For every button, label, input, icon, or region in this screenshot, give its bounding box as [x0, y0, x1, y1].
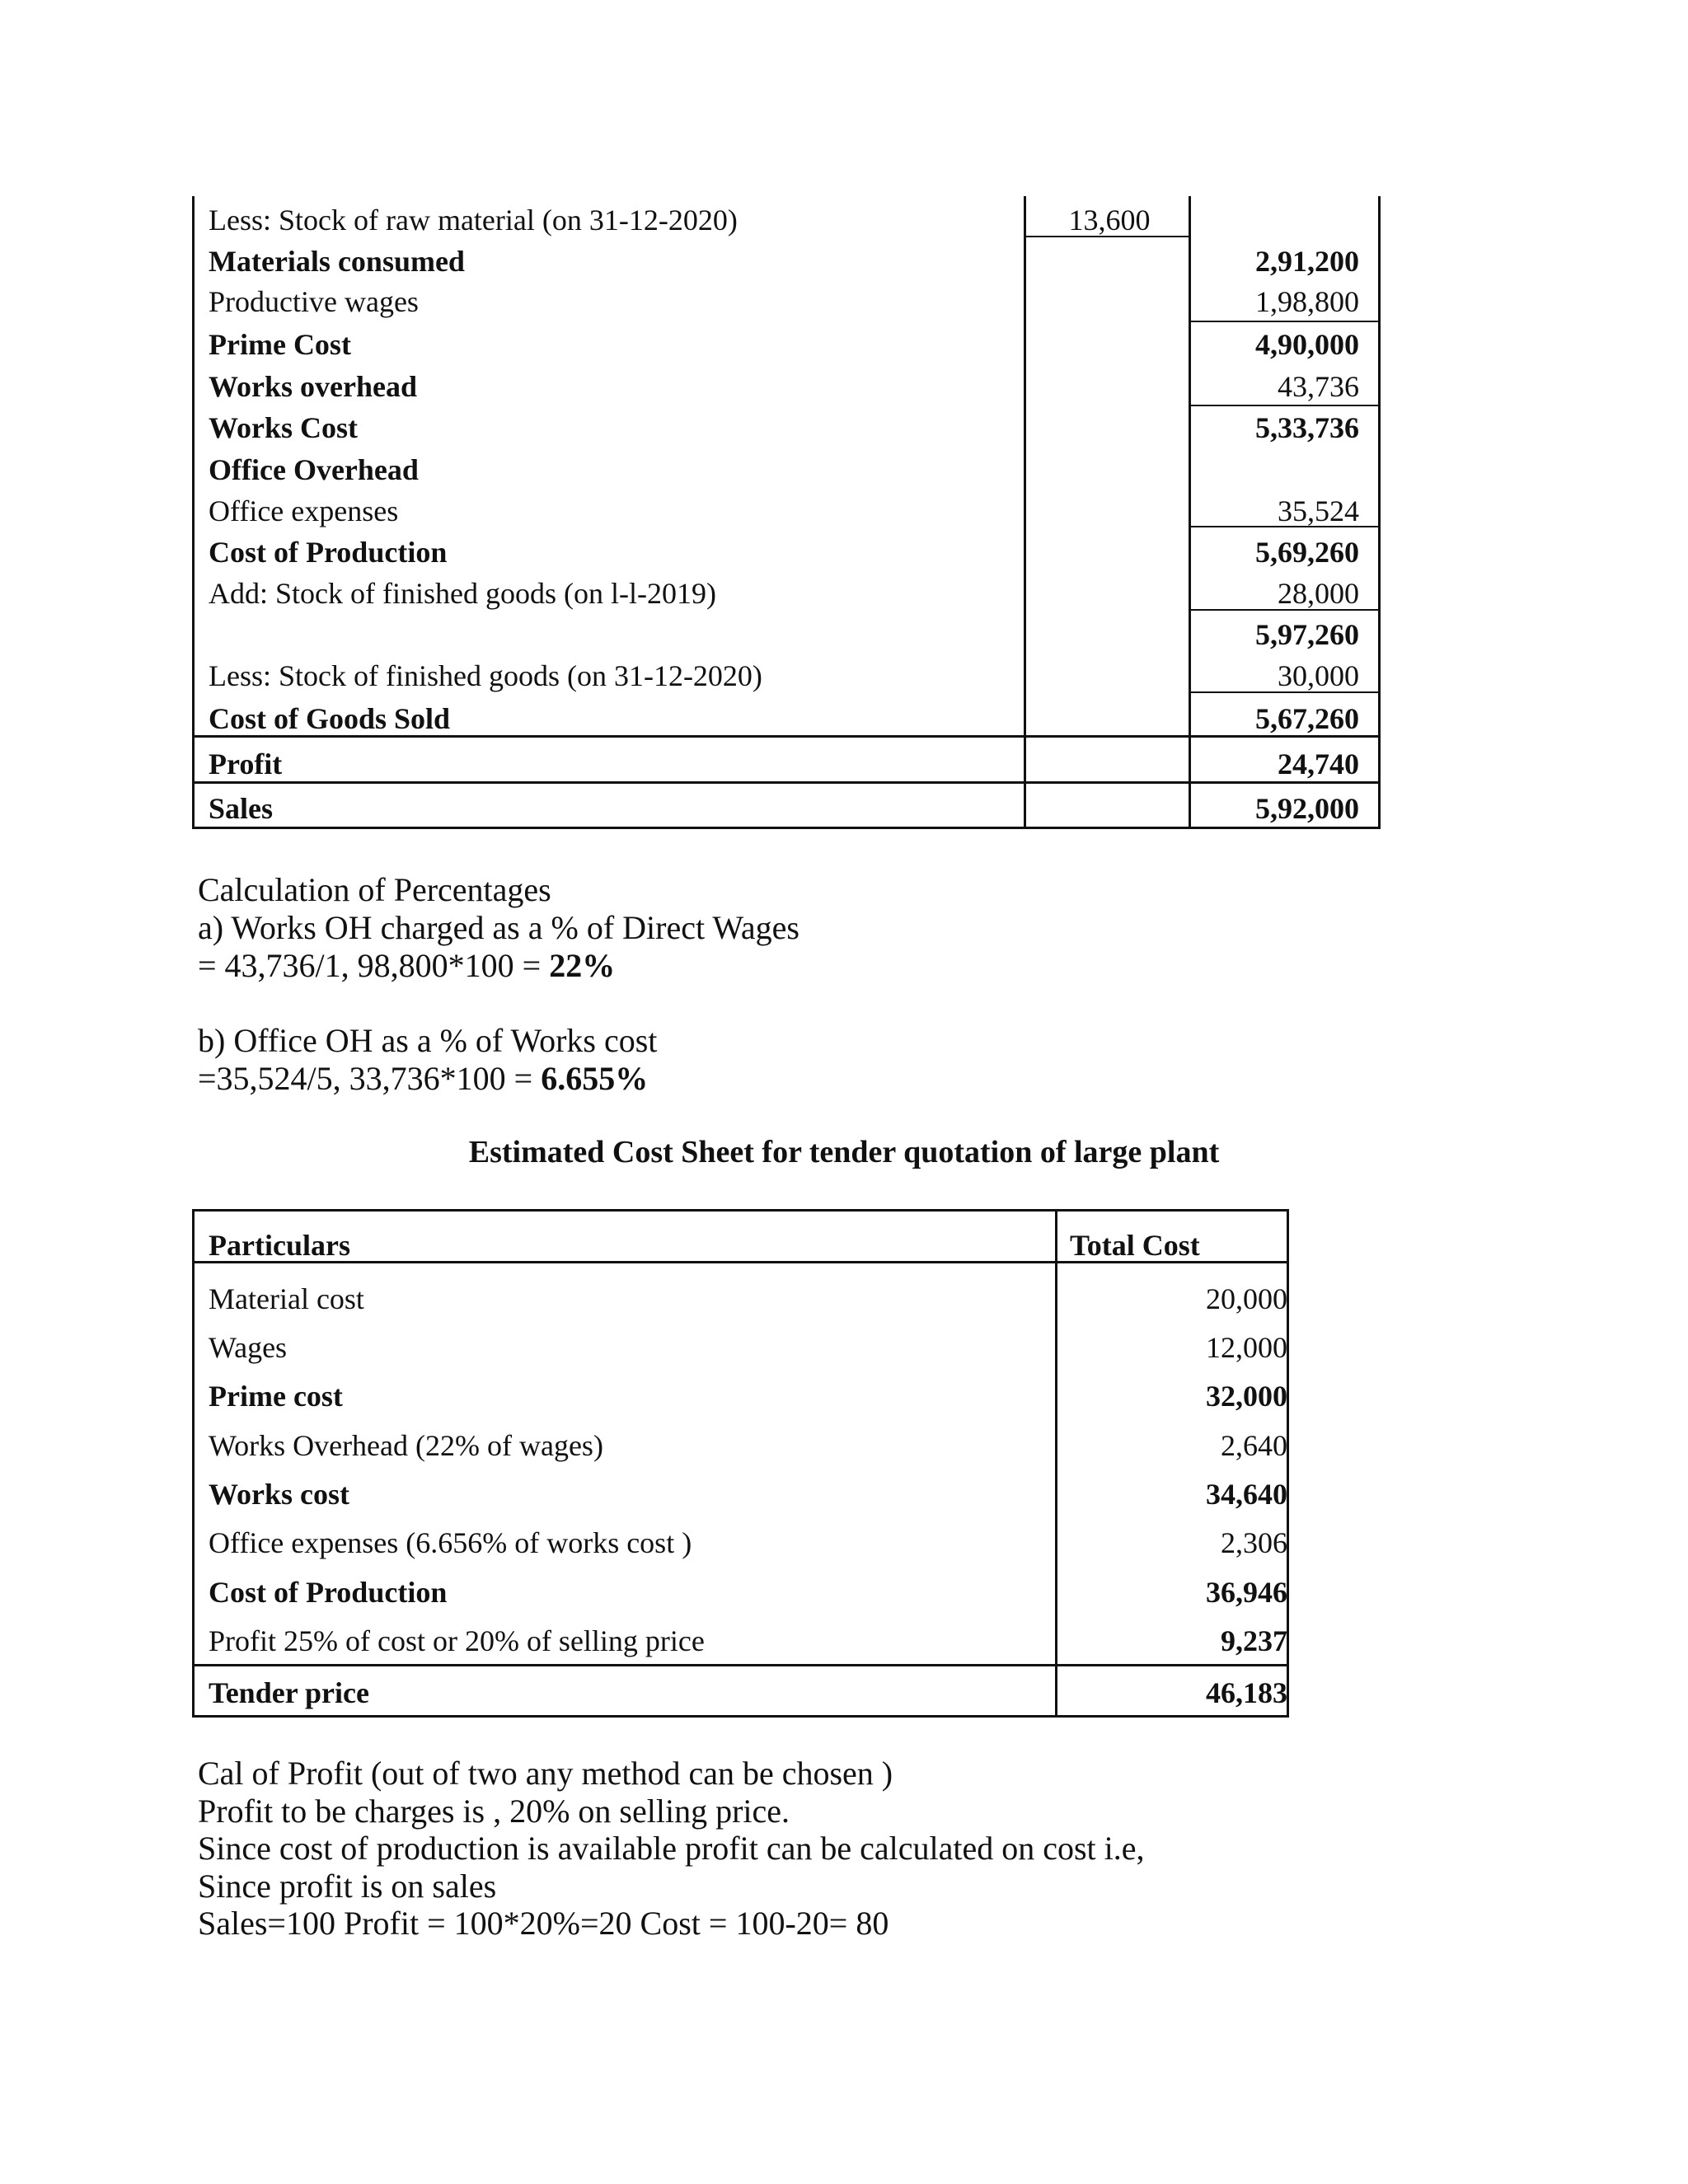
row-label: Profit 25% of cost or 20% of selling price: [209, 1624, 705, 1657]
row-label: Prime Cost: [209, 328, 351, 361]
note-line: Sales=100 Profit = 100*20%=20 Cost = 100-20= 80: [198, 1905, 889, 1942]
calc-b-line2: [198, 1060, 648, 1098]
column-header-particulars: Particulars: [209, 1229, 350, 1262]
row-label: Office Overhead: [209, 453, 419, 486]
row-value: 43,736: [1278, 370, 1359, 403]
row-label: Tender price: [209, 1676, 369, 1709]
row-value: 34,640: [1206, 1478, 1287, 1511]
row-label: Cost of Production: [209, 536, 448, 569]
calc-b-formula: =35,524/5, 33,736*100 =: [198, 1060, 542, 1097]
row-label: Works Cost: [209, 411, 359, 444]
note-line: Cal of Profit (out of two any method can be chosen ): [198, 1755, 893, 1792]
table2-top-border: [192, 1209, 1289, 1212]
note-line: Since profit is on sales: [198, 1868, 497, 1905]
calc-b-line1: b) Office OH as a % of Works cost: [198, 1022, 658, 1059]
note-line: Profit to be charges is , 20% on selling price.: [198, 1793, 790, 1830]
calc-a-line1: a) Works OH charged as a % of Direct Wages: [198, 909, 799, 946]
row-value: 1,98,800: [1255, 285, 1359, 318]
calc-a-formula: = 43,736/1, 98,800*100 =: [198, 947, 550, 984]
row-label: Profit: [209, 748, 283, 780]
row-label: Wages: [209, 1331, 288, 1364]
row-value: 5,97,260: [1255, 618, 1359, 651]
row-value: 30,000: [1278, 659, 1359, 692]
calc-a-result: 22%: [549, 947, 616, 984]
column-header-total-cost: Total Cost: [1070, 1229, 1200, 1262]
row-value: 28,000: [1278, 577, 1359, 610]
row-value: 4,90,000: [1255, 328, 1359, 361]
table1-mid-border-2: [1189, 196, 1191, 829]
row-label: Materials consumed: [209, 245, 465, 278]
row-label: Less: Stock of finished goods (on 31-12-2020): [209, 659, 762, 692]
row-label: Office expenses (6.656% of works cost ): [209, 1526, 692, 1559]
row-label: Cost of Production: [209, 1576, 448, 1609]
table2-total-rule: [192, 1664, 1289, 1666]
row-value: 5,33,736: [1255, 411, 1359, 444]
calc-b-result: 6.655%: [541, 1060, 649, 1097]
row-label: Works cost: [209, 1478, 349, 1511]
row-value: 20,000: [1206, 1282, 1287, 1315]
row-label: Productive wages: [209, 285, 419, 318]
table1-left-border: [192, 196, 195, 829]
row-value: 9,237: [1221, 1624, 1287, 1657]
row-value: 46,183: [1206, 1676, 1287, 1709]
row-value: 5,92,000: [1255, 792, 1359, 825]
tender-cost-sheet-heading: Estimated Cost Sheet for tender quotation of large plant: [468, 1135, 1220, 1169]
row-value: 35,524: [1278, 494, 1359, 527]
row-label: Works Overhead (22% of wages): [209, 1429, 603, 1462]
row-value: 36,946: [1206, 1576, 1287, 1609]
row-value: 2,640: [1221, 1429, 1287, 1462]
row-label: Works overhead: [209, 370, 418, 403]
row-value: 24,740: [1278, 748, 1359, 780]
note-line: Since cost of production is available profit can be calculated on cost i.e,: [198, 1830, 1145, 1867]
row-label: Sales: [209, 792, 274, 825]
row-value: 5,67,260: [1255, 702, 1359, 735]
table2-bottom-border: [192, 1715, 1289, 1718]
row-value: 12,000: [1206, 1331, 1287, 1364]
row-value: 5,69,260: [1255, 536, 1359, 569]
calc-title: Calculation of Percentages: [198, 871, 551, 908]
table2-left-border: [192, 1209, 195, 1718]
row-label: Add: Stock of finished goods (on l-l-2019): [209, 577, 716, 610]
row-label: Cost of Goods Sold: [209, 702, 451, 735]
table2-mid-border: [1055, 1209, 1057, 1718]
row-value: 32,000: [1206, 1380, 1287, 1413]
calc-a-line2: [198, 947, 615, 985]
row-mid-value: 13,600: [1068, 204, 1151, 237]
row-label: Prime cost: [209, 1380, 343, 1413]
row-value: 2,91,200: [1255, 245, 1359, 278]
row-label: Office expenses: [209, 494, 399, 527]
row-label: Material cost: [209, 1282, 364, 1315]
row-label: Less: Stock of raw material (on 31-12-2020): [209, 204, 738, 237]
row-value: 2,306: [1221, 1526, 1287, 1559]
table1-right-border: [1378, 196, 1381, 829]
table1-mid-border-1: [1024, 196, 1026, 829]
